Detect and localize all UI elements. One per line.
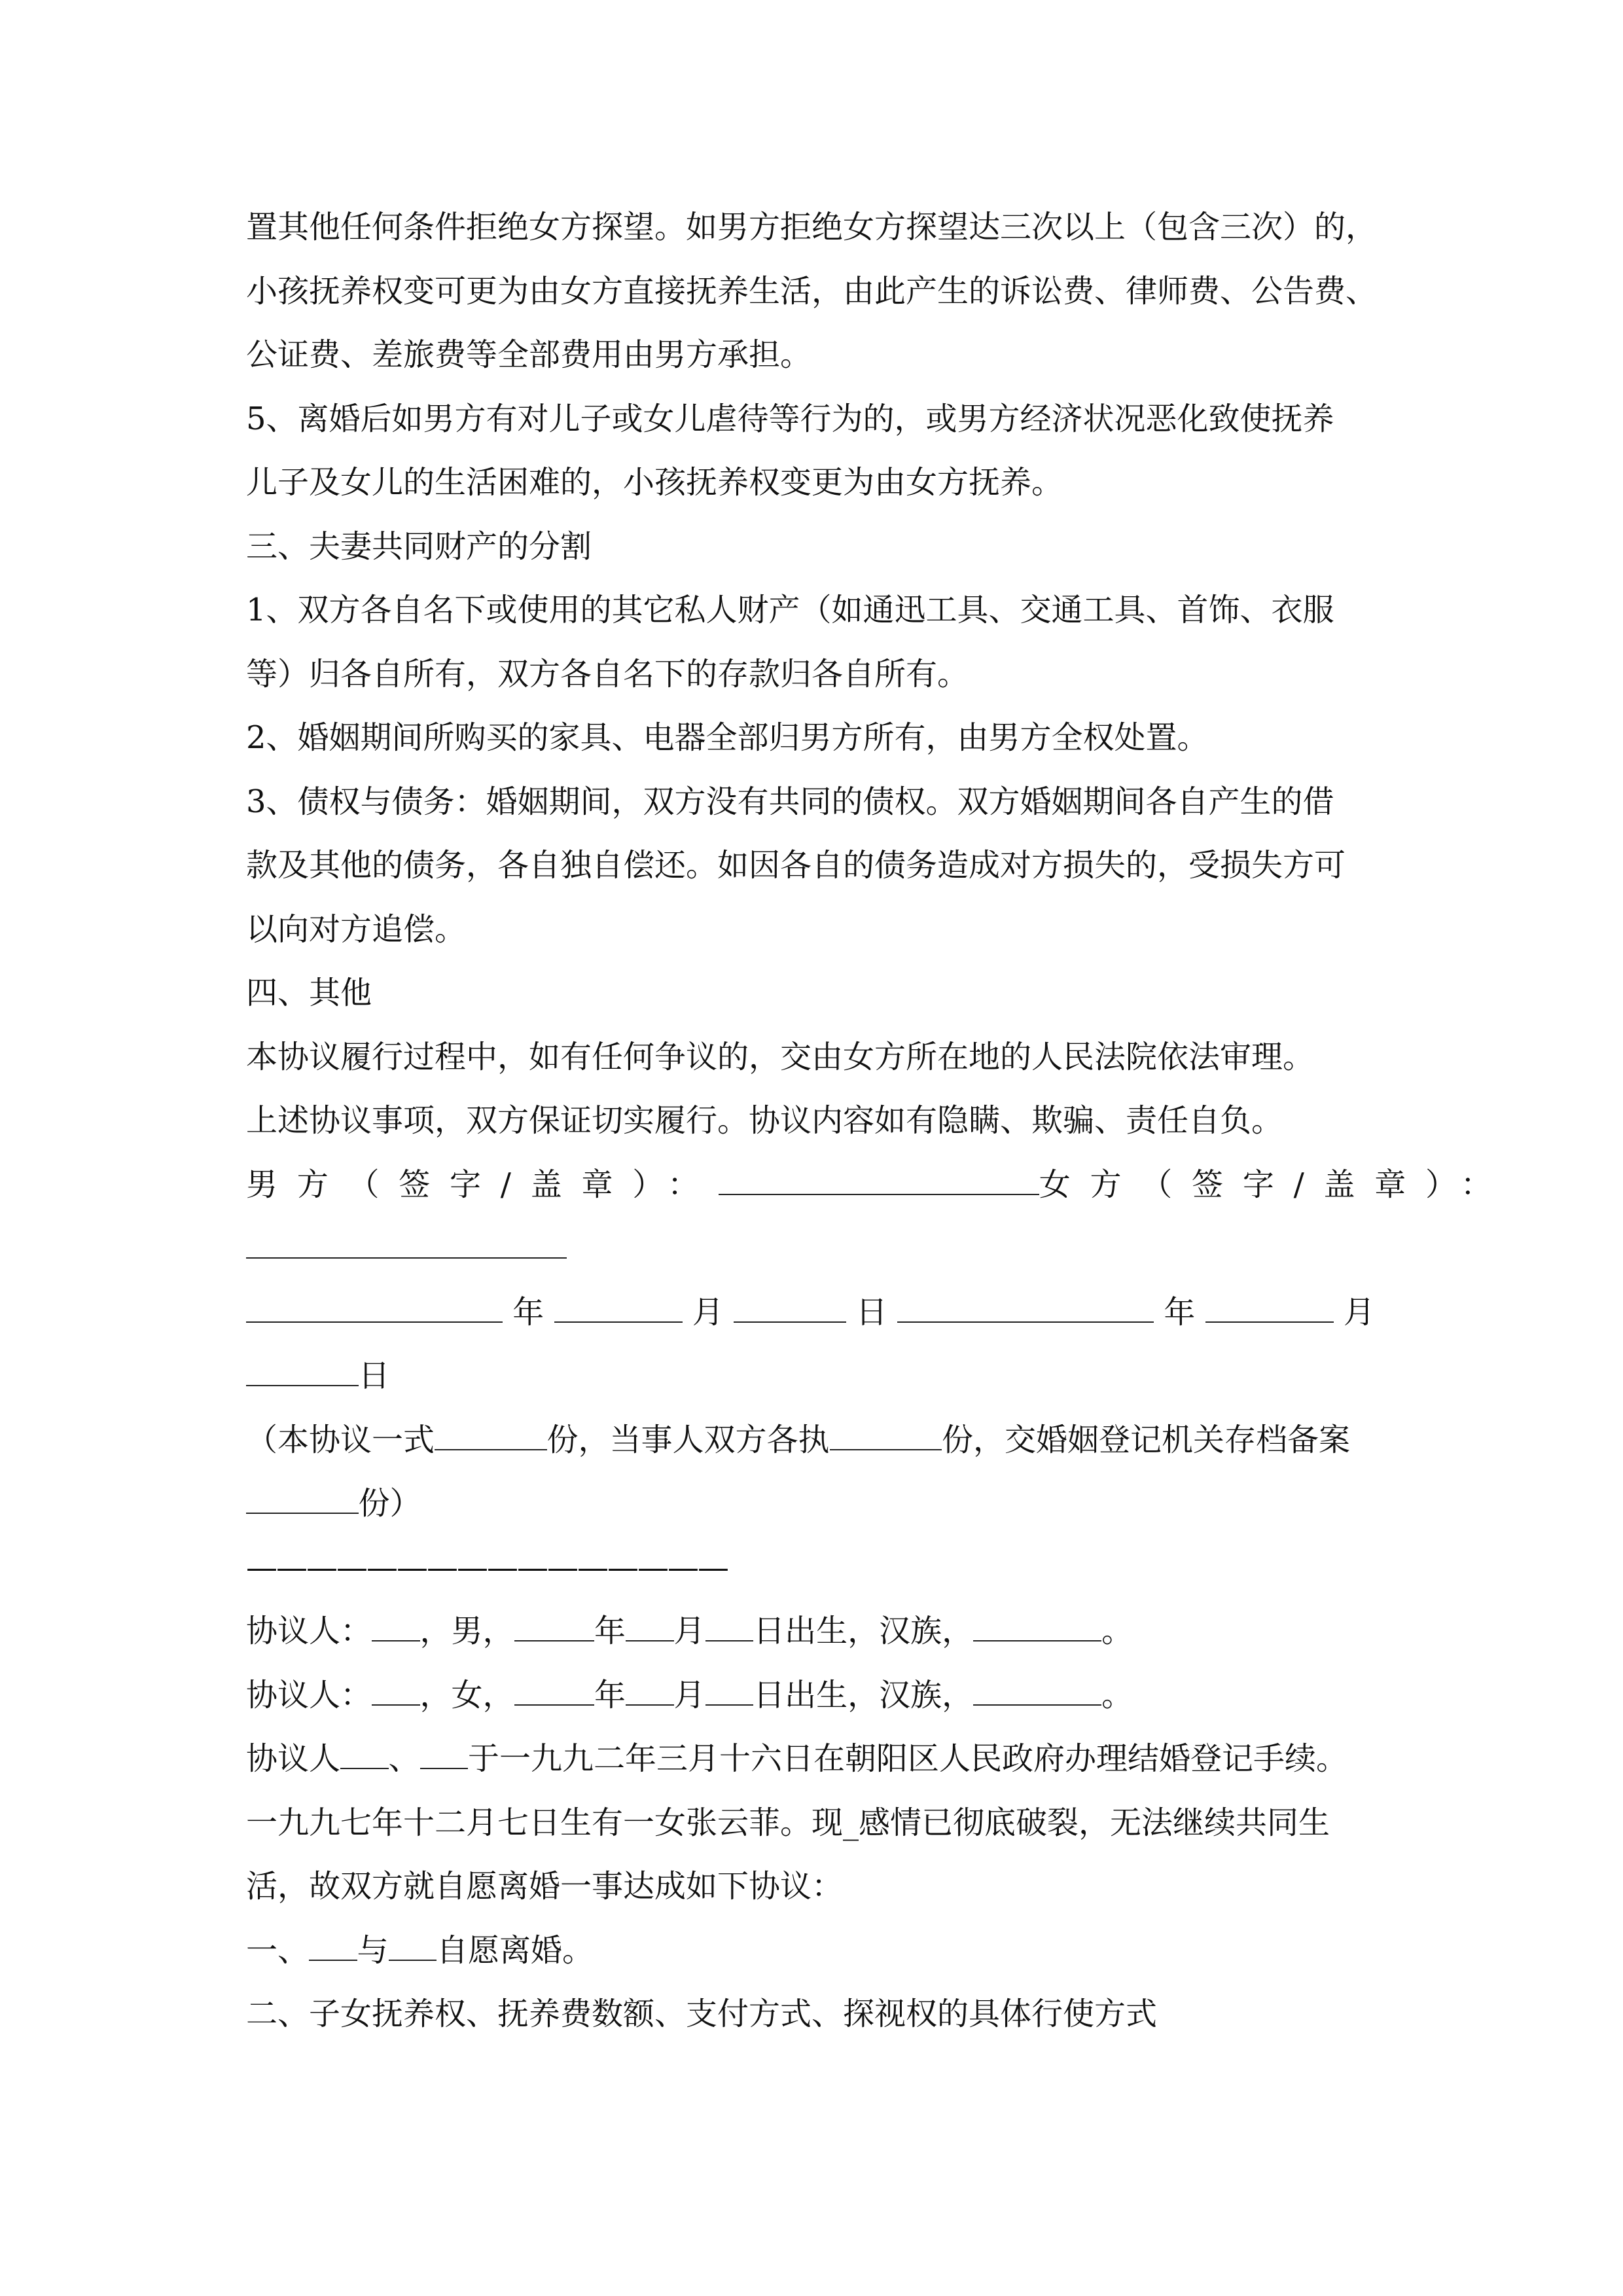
line-text: 年 xyxy=(1154,1293,1205,1331)
line-text: 份，交婚姻登记机关存档备案 xyxy=(942,1421,1351,1458)
text-line xyxy=(246,718,1209,757)
fill-in-blank[interactable] xyxy=(626,1611,674,1641)
separator-line: ———————————————— xyxy=(246,1549,728,1586)
fill-in-blank[interactable] xyxy=(246,1356,359,1386)
text-line xyxy=(246,590,1334,630)
line-text: 5、离婚后如男方有对儿子或女儿虐待等行为的，或男方经济状况恶化致使抚养 xyxy=(246,400,1334,437)
text-line xyxy=(246,1931,594,1970)
line-text: 份，当事人双方各执 xyxy=(546,1421,830,1458)
fill-in-blank[interactable] xyxy=(340,1739,389,1769)
text-line xyxy=(246,207,1377,247)
text-line xyxy=(246,1867,843,1906)
line-text: 年 xyxy=(503,1293,554,1331)
fill-in-blank[interactable] xyxy=(554,1293,683,1323)
fill-in-blank[interactable] xyxy=(973,1611,1101,1641)
text-line xyxy=(246,1484,421,1523)
line-text: 日出生，汉族， xyxy=(753,1613,974,1649)
text-line xyxy=(246,335,812,374)
line-text: 本协议履行过程中，如有任何争议的，交由女方所在地的人民法院依法审理。 xyxy=(246,1038,1315,1075)
fill-in-blank[interactable] xyxy=(246,1293,503,1323)
line-text: 年 xyxy=(594,1613,626,1649)
fill-in-blank[interactable] xyxy=(372,1676,420,1706)
line-text: 月 xyxy=(1333,1293,1375,1331)
line-text: 日出生，汉族， xyxy=(753,1676,974,1713)
fill-in-blank[interactable] xyxy=(705,1611,754,1641)
fill-in-blank[interactable] xyxy=(246,1484,359,1514)
line-text: 月 xyxy=(673,1613,705,1649)
line-text: （本协议一式 xyxy=(246,1421,435,1458)
line-text: 月 xyxy=(682,1293,734,1331)
fill-in-blank[interactable] xyxy=(626,1676,674,1706)
line-text: 以向对方追偿。 xyxy=(246,910,467,948)
line-text: ，男， xyxy=(419,1613,514,1649)
line-text: 小孩抚养权变可更为由女方直接抚养生活，由此产生的诉讼费、律师费、公告费、 xyxy=(246,272,1378,310)
fill-in-blank[interactable] xyxy=(705,1676,754,1706)
fill-in-blank[interactable] xyxy=(246,1229,567,1259)
text-line xyxy=(246,846,1346,885)
fill-in-blank[interactable] xyxy=(372,1611,420,1641)
text-line xyxy=(246,1994,1157,2034)
line-text: ，女， xyxy=(419,1676,514,1713)
fill-in-blank[interactable] xyxy=(309,1931,357,1961)
line-text: 年 xyxy=(594,1676,626,1713)
line-text: 。 xyxy=(1101,1676,1133,1713)
line-text: 等）归各自所有，双方各自名下的存款归各自所有。 xyxy=(246,655,969,692)
text-line xyxy=(246,973,372,1013)
line-text: 一、 xyxy=(246,1931,310,1969)
text-line xyxy=(246,1293,1375,1332)
line-text: 份） xyxy=(358,1485,421,1522)
text-line xyxy=(246,527,592,566)
text-line xyxy=(246,1739,1347,1778)
fill-in-blank[interactable] xyxy=(734,1293,846,1323)
line-text: 一九九七年十二月七日生有一女张云菲。现_感情已彻底破裂，无法继续共同生 xyxy=(246,1804,1330,1841)
line-text: 与 xyxy=(357,1931,389,1969)
line-text: 、 xyxy=(388,1740,420,1777)
line-text: 3、债权与债务：婚姻期间，双方没有共同的债权。双方婚姻期间各自产生的借 xyxy=(246,783,1334,820)
text-line xyxy=(246,1165,1512,1204)
fill-in-blank[interactable] xyxy=(1205,1293,1334,1323)
line-text: 1、双方各自名下或使用的其它私人财产（如通迅工具、交通工具、首饰、衣服 xyxy=(246,592,1334,628)
fill-in-blank[interactable] xyxy=(389,1931,437,1961)
text-line xyxy=(246,1803,1330,1842)
line-text: 协议人： xyxy=(246,1676,372,1713)
line-text: 女方（签字/盖章）： xyxy=(1039,1166,1512,1203)
text-line xyxy=(246,1037,1314,1077)
line-text: 上述协议事项，双方保证切实履行。协议内容如有隐瞒、欺骗、责任自负。 xyxy=(246,1102,1283,1139)
text-line xyxy=(246,1611,1133,1651)
text-line xyxy=(246,1548,728,1587)
text-line xyxy=(246,272,1377,311)
line-text: 儿子及女儿的生活困难的，小孩抚养权变更为由女方抚养。 xyxy=(246,464,1063,501)
line-text: 于一九九二年三月十六日在朝阳区人民政府办理结婚登记手续。 xyxy=(468,1740,1348,1777)
line-text: 日 xyxy=(846,1293,898,1331)
line-text: 置其他任何条件拒绝女方探望。如男方拒绝女方探望达三次以上（包含三次）的， xyxy=(246,209,1378,245)
fill-in-blank[interactable] xyxy=(514,1611,595,1641)
line-text: 月 xyxy=(673,1676,705,1713)
fill-in-blank[interactable] xyxy=(897,1293,1154,1323)
text-line xyxy=(246,782,1334,821)
text-line xyxy=(246,910,466,949)
line-text: 自愿离婚。 xyxy=(437,1931,594,1969)
fill-in-blank[interactable] xyxy=(973,1676,1101,1706)
fill-in-blank[interactable] xyxy=(830,1420,942,1450)
line-text: 活，故双方就自愿离婚一事达成如下协议： xyxy=(246,1868,844,1905)
text-line xyxy=(246,1229,567,1268)
line-text: 款及其他的债务，各自独自偿还。如因各自的债务造成对方损失的，受损失方可 xyxy=(246,847,1346,884)
line-text: 协议人 xyxy=(246,1740,341,1777)
text-line xyxy=(246,1676,1133,1715)
text-line xyxy=(246,463,1063,502)
line-text: 日 xyxy=(358,1357,390,1394)
fill-in-blank[interactable] xyxy=(719,1165,1039,1195)
line-text: 男方（签字/盖章）： xyxy=(246,1166,719,1203)
line-text: 。 xyxy=(1101,1613,1133,1649)
fill-in-blank[interactable] xyxy=(420,1739,469,1769)
text-line xyxy=(246,1420,1350,1460)
line-text: 二、子女抚养权、抚养费数额、支付方式、探视权的具体行使方式 xyxy=(246,1996,1158,2032)
text-line xyxy=(246,399,1334,439)
line-text: 协议人： xyxy=(246,1613,372,1649)
text-line xyxy=(246,1101,1283,1140)
fill-in-blank[interactable] xyxy=(435,1420,547,1450)
line-text: 公证费、差旅费等全部费用由男方承担。 xyxy=(246,336,812,373)
line-text: 2、婚姻期间所购买的家具、电器全部归男方所有，由男方全权处置。 xyxy=(246,719,1209,756)
text-line xyxy=(246,1356,390,1395)
line-text: 四、其他 xyxy=(246,975,372,1011)
line-text: 三、夫妻共同财产的分割 xyxy=(246,528,592,565)
text-line xyxy=(246,655,969,694)
fill-in-blank[interactable] xyxy=(514,1676,595,1706)
